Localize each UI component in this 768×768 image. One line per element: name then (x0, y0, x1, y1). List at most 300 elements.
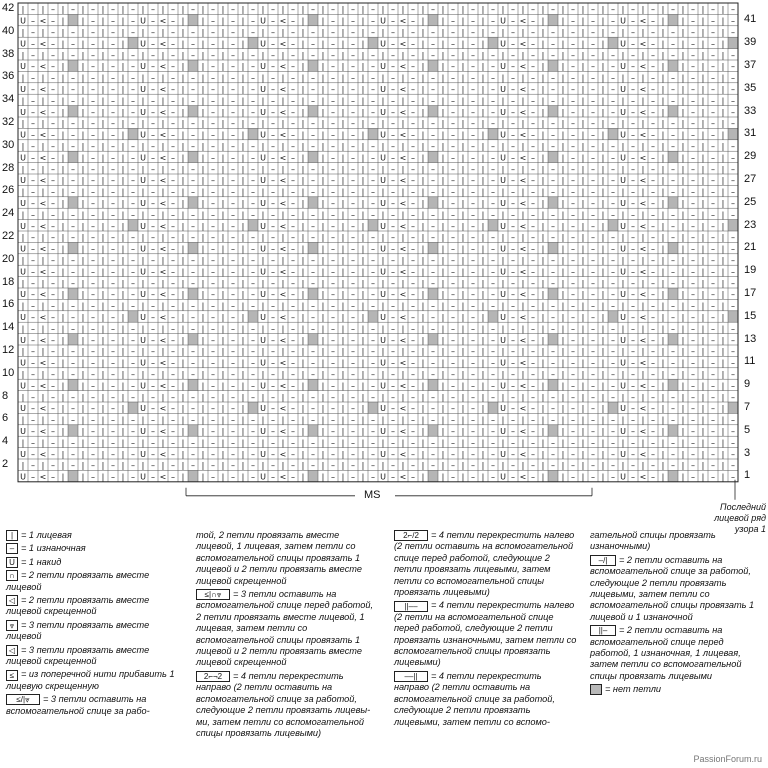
stitch-symbol: | (61, 119, 65, 129)
stitch-symbol: – (651, 404, 655, 414)
stitch-symbol: | (661, 313, 665, 322)
stitch-symbol: – (271, 96, 275, 106)
legend-column-4 (590, 530, 762, 698)
stitch-symbol: – (531, 62, 535, 72)
stitch-symbol: | (421, 438, 425, 448)
stitch-symbol: | (561, 347, 565, 357)
stitch-symbol: | (61, 244, 65, 254)
stitch-symbol: – (31, 244, 35, 254)
stitch-symbol: | (481, 16, 485, 26)
stitch-symbol: U (260, 85, 266, 94)
stitch-symbol: < (639, 153, 647, 163)
stitch-symbol: | (721, 472, 725, 482)
stitch-symbol: – (251, 415, 255, 425)
stitch-symbol: – (291, 335, 295, 345)
stitch-symbol: – (551, 96, 555, 106)
stitch-symbol: – (431, 313, 435, 322)
stitch-symbol: – (631, 449, 635, 459)
stitch-symbol: – (691, 370, 695, 379)
stitch-symbol: – (731, 62, 735, 72)
stitch-symbol: – (611, 256, 615, 265)
stitch-symbol: – (331, 119, 335, 129)
stitch-symbol: – (611, 164, 615, 174)
stitch-symbol: | (361, 256, 365, 265)
stitch-symbol: – (171, 278, 175, 288)
stitch-symbol: – (651, 187, 655, 197)
stitch-symbol: | (341, 256, 345, 265)
stitch-symbol: – (451, 472, 455, 482)
stitch-symbol: | (701, 290, 705, 300)
stitch-symbol: | (661, 164, 665, 174)
stitch-symbol: | (181, 50, 185, 60)
stitch-symbol: | (481, 153, 485, 163)
stitch-symbol: – (511, 39, 515, 49)
stitch-symbol: – (131, 290, 135, 300)
stitch-symbol: | (721, 5, 725, 15)
stitch-symbol: – (591, 176, 595, 186)
stitch-symbol: – (731, 244, 735, 254)
stitch-symbol: – (51, 50, 55, 60)
stitch-symbol: – (531, 221, 535, 231)
stitch-symbol: – (411, 130, 415, 140)
stitch-symbol: – (371, 256, 375, 265)
stitch-symbol: – (611, 233, 615, 243)
stitch-symbol: – (691, 347, 695, 357)
stitch-symbol: < (639, 358, 647, 368)
stitch-symbol: | (541, 153, 545, 163)
stitch-symbol: – (31, 324, 35, 334)
stitch-symbol: – (711, 324, 715, 334)
stitch-symbol: | (721, 62, 725, 72)
stitch-symbol: – (231, 107, 235, 117)
stitch-symbol: – (631, 164, 635, 174)
stitch-symbol: | (561, 392, 565, 402)
stitch-symbol: | (561, 153, 565, 163)
stitch-symbol: – (691, 153, 695, 163)
row-number-right: 23 (744, 218, 757, 231)
stitch-symbol: – (451, 438, 455, 448)
no-stitch-cell (128, 37, 138, 48)
stitch-symbol: – (351, 392, 355, 402)
stitch-symbol: – (151, 267, 155, 277)
stitch-symbol: – (391, 187, 395, 197)
stitch-symbol: | (61, 96, 65, 106)
stitch-symbol: | (401, 50, 405, 60)
stitch-symbol: | (341, 301, 345, 311)
stitch-symbol: – (511, 404, 515, 414)
stitch-symbol: – (611, 119, 615, 129)
stitch-symbol: – (311, 267, 315, 277)
stitch-symbol: – (251, 176, 255, 186)
stitch-symbol: – (431, 176, 435, 186)
stitch-symbol: < (399, 427, 407, 436)
stitch-symbol: | (581, 244, 585, 254)
stitch-symbol: | (421, 5, 425, 15)
stitch-symbol: – (191, 461, 195, 471)
stitch-symbol: – (491, 381, 495, 391)
stitch-symbol: – (731, 438, 735, 448)
stitch-symbol: | (501, 438, 505, 448)
stitch-symbol: – (571, 290, 575, 300)
stitch-symbol: | (421, 130, 425, 140)
stitch-symbol: – (171, 5, 175, 15)
legend-symbol-icon: 2⌐¬2 (196, 671, 230, 682)
stitch-symbol: – (51, 335, 55, 345)
stitch-symbol: | (481, 313, 485, 322)
stitch-symbol: – (391, 153, 395, 163)
stitch-symbol: | (61, 313, 65, 322)
stitch-symbol: – (411, 16, 415, 26)
stitch-symbol: – (511, 267, 515, 277)
stitch-symbol: – (631, 5, 635, 15)
stitch-symbol: | (561, 370, 565, 379)
stitch-symbol: | (681, 449, 685, 459)
stitch-symbol: – (571, 335, 575, 345)
stitch-symbol: | (561, 472, 565, 482)
stitch-symbol: | (241, 427, 245, 436)
stitch-symbol: | (581, 73, 585, 83)
stitch-symbol: | (661, 62, 665, 72)
stitch-symbol: – (411, 85, 415, 94)
stitch-symbol: – (211, 313, 215, 322)
stitch-symbol: | (721, 290, 725, 300)
stitch-symbol: < (159, 16, 167, 26)
stitch-symbol: – (671, 96, 675, 106)
stitch-symbol: | (201, 381, 205, 391)
stitch-symbol: | (241, 107, 245, 117)
stitch-symbol: | (321, 107, 325, 117)
stitch-symbol: | (181, 73, 185, 83)
stitch-symbol: < (399, 449, 407, 459)
stitch-symbol: – (291, 324, 295, 334)
stitch-symbol: – (511, 96, 515, 106)
stitch-symbol: – (691, 449, 695, 459)
stitch-symbol: U (140, 381, 146, 391)
stitch-symbol: | (341, 50, 345, 60)
stitch-symbol: – (271, 199, 275, 208)
stitch-symbol: | (481, 62, 485, 72)
stitch-symbol: – (591, 324, 595, 334)
stitch-symbol: – (411, 472, 415, 482)
stitch-symbol: < (279, 381, 287, 391)
stitch-symbol: – (231, 96, 235, 106)
stitch-symbol: | (361, 381, 365, 391)
stitch-symbol: | (701, 16, 705, 26)
stitch-symbol: | (461, 358, 465, 368)
stitch-symbol: – (531, 50, 535, 60)
stitch-symbol: – (311, 233, 315, 243)
stitch-symbol: – (711, 16, 715, 26)
stitch-symbol: – (171, 39, 175, 49)
no-stitch-cell (68, 379, 78, 390)
stitch-symbol: | (681, 210, 685, 220)
stitch-symbol: | (321, 221, 325, 231)
stitch-symbol: | (481, 199, 485, 208)
stitch-symbol: – (511, 381, 515, 391)
stitch-symbol: – (451, 85, 455, 94)
stitch-symbol: | (121, 313, 125, 322)
stitch-symbol: – (631, 153, 635, 163)
stitch-symbol: – (411, 28, 415, 37)
stitch-symbol: | (641, 50, 645, 60)
stitch-symbol: U (380, 107, 386, 117)
stitch-symbol: | (541, 96, 545, 106)
stitch-symbol: | (81, 438, 85, 448)
stitch-symbol: U (620, 176, 626, 186)
stitch-symbol: – (691, 324, 695, 334)
stitch-symbol: | (381, 256, 385, 265)
stitch-symbol: – (411, 221, 415, 231)
stitch-symbol: – (731, 50, 735, 60)
repeat-label: MS (364, 488, 381, 501)
stitch-symbol: | (241, 5, 245, 15)
stitch-symbol: U (500, 39, 506, 49)
stitch-symbol: | (421, 73, 425, 83)
stitch-symbol: – (291, 210, 295, 220)
no-stitch-cell (248, 402, 258, 413)
stitch-symbol: | (341, 347, 345, 357)
stitch-symbol: – (371, 50, 375, 60)
stitch-symbol: U (500, 449, 506, 459)
stitch-symbol: – (211, 347, 215, 357)
stitch-symbol: | (101, 438, 105, 448)
stitch-symbol: | (361, 313, 365, 322)
stitch-symbol: < (159, 176, 167, 186)
stitch-symbol: | (181, 358, 185, 368)
stitch-symbol: | (101, 221, 105, 231)
stitch-symbol: – (71, 28, 75, 37)
stitch-symbol: – (171, 164, 175, 174)
stitch-symbol: | (721, 370, 725, 379)
stitch-symbol: – (231, 187, 235, 197)
stitch-symbol: | (81, 39, 85, 49)
stitch-symbol: – (691, 187, 695, 197)
stitch-symbol: – (451, 244, 455, 254)
stitch-symbol: – (691, 28, 695, 37)
stitch-symbol: | (81, 449, 85, 459)
stitch-symbol: – (531, 290, 535, 300)
stitch-symbol: – (251, 278, 255, 288)
stitch-symbol: – (271, 153, 275, 163)
stitch-symbol: – (551, 221, 555, 231)
stitch-symbol: – (231, 244, 235, 254)
stitch-symbol: | (81, 301, 85, 311)
stitch-symbol: – (711, 142, 715, 151)
stitch-symbol: | (21, 119, 25, 129)
stitch-symbol: | (301, 256, 305, 265)
stitch-symbol: – (311, 370, 315, 379)
stitch-symbol: – (91, 415, 95, 425)
stitch-symbol: – (471, 472, 475, 482)
stitch-symbol: – (171, 233, 175, 243)
stitch-symbol: – (391, 96, 395, 106)
stitch-symbol: | (81, 130, 85, 140)
stitch-symbol: – (671, 278, 675, 288)
stitch-symbol: – (131, 381, 135, 391)
stitch-symbol: – (91, 472, 95, 482)
stitch-symbol: | (561, 62, 565, 72)
stitch-symbol: | (581, 96, 585, 106)
stitch-symbol: – (471, 210, 475, 220)
stitch-symbol: – (451, 381, 455, 391)
stitch-symbol: U (500, 16, 506, 26)
stitch-symbol: | (121, 404, 125, 414)
stitch-symbol: | (401, 119, 405, 129)
stitch-symbol: | (181, 153, 185, 163)
stitch-symbol: – (551, 313, 555, 322)
stitch-symbol: – (31, 370, 35, 379)
legend-symbol-icon: ◁ (6, 645, 18, 656)
stitch-symbol: | (161, 347, 165, 357)
stitch-symbol: | (141, 256, 145, 265)
stitch-symbol: | (721, 50, 725, 60)
no-stitch-cell (548, 151, 558, 162)
stitch-symbol: | (341, 370, 345, 379)
stitch-symbol: – (211, 50, 215, 60)
stitch-symbol: – (331, 438, 335, 448)
stitch-symbol: – (631, 324, 635, 334)
stitch-symbol: | (641, 324, 645, 334)
stitch-symbol: | (221, 187, 225, 197)
stitch-symbol: – (711, 267, 715, 277)
stitch-symbol: | (221, 392, 225, 402)
stitch-symbol: | (321, 313, 325, 322)
stitch-symbol: | (81, 313, 85, 322)
stitch-symbol: – (591, 221, 595, 231)
stitch-symbol: | (341, 427, 345, 436)
stitch-symbol: – (231, 5, 235, 15)
stitch-symbol: – (711, 244, 715, 254)
stitch-symbol: | (361, 449, 365, 459)
stitch-symbol: – (51, 233, 55, 243)
stitch-symbol: U (500, 107, 506, 117)
stitch-symbol: | (441, 130, 445, 140)
stitch-symbol: | (601, 142, 605, 151)
stitch-symbol: – (591, 164, 595, 174)
row-number-right: 11 (744, 355, 756, 368)
no-stitch-cell (308, 379, 318, 390)
stitch-symbol: | (81, 153, 85, 163)
stitch-symbol: | (461, 73, 465, 83)
stitch-symbol: < (279, 472, 287, 482)
stitch-symbol: | (81, 164, 85, 174)
stitch-symbol: – (511, 427, 515, 436)
no-stitch-cell (308, 197, 318, 208)
stitch-symbol: | (121, 290, 125, 300)
stitch-symbol: – (391, 427, 395, 436)
stitch-symbol: – (171, 392, 175, 402)
stitch-symbol: – (51, 130, 55, 140)
stitch-symbol: | (81, 392, 85, 402)
stitch-symbol: – (91, 438, 95, 448)
stitch-symbol: | (201, 28, 205, 37)
stitch-symbol: – (211, 107, 215, 117)
stitch-symbol: | (581, 415, 585, 425)
stitch-symbol: | (321, 324, 325, 334)
no-stitch-cell (668, 60, 678, 71)
stitch-symbol: – (491, 392, 495, 402)
stitch-symbol: – (51, 290, 55, 300)
stitch-symbol: – (91, 16, 95, 26)
stitch-symbol: | (361, 290, 365, 300)
stitch-symbol: U (500, 290, 506, 300)
row-number-right: 29 (744, 150, 757, 163)
stitch-symbol: – (291, 187, 295, 197)
stitch-symbol: – (451, 142, 455, 151)
stitch-symbol: U (20, 221, 26, 231)
stitch-symbol: | (301, 290, 305, 300)
stitch-symbol: | (421, 427, 425, 436)
stitch-symbol: | (701, 404, 705, 414)
stitch-symbol: – (491, 16, 495, 26)
stitch-symbol: – (251, 324, 255, 334)
stitch-symbol: – (331, 381, 335, 391)
stitch-symbol: | (661, 50, 665, 60)
stitch-symbol: | (521, 324, 525, 334)
stitch-symbol: – (351, 85, 355, 94)
stitch-symbol: – (451, 221, 455, 231)
stitch-symbol: | (121, 244, 125, 254)
stitch-symbol: | (461, 427, 465, 436)
stitch-symbol: – (331, 415, 335, 425)
stitch-symbol: | (361, 392, 365, 402)
stitch-symbol: | (161, 50, 165, 60)
stitch-symbol: – (311, 358, 315, 368)
stitch-symbol: | (221, 107, 225, 117)
stitch-symbol: – (31, 415, 35, 425)
stitch-symbol: – (151, 16, 155, 26)
stitch-symbol: | (721, 164, 725, 174)
stitch-symbol: – (671, 347, 675, 357)
stitch-symbol: < (279, 16, 287, 26)
stitch-symbol: | (21, 210, 25, 220)
stitch-symbol: – (391, 244, 395, 254)
stitch-symbol: – (711, 290, 715, 300)
no-stitch-cell (728, 128, 738, 139)
stitch-symbol: – (631, 107, 635, 117)
row-number-right: 35 (744, 81, 757, 94)
stitch-symbol: – (391, 472, 395, 482)
stitch-symbol: | (201, 210, 205, 220)
stitch-symbol: | (421, 358, 425, 368)
stitch-symbol: < (399, 358, 407, 368)
stitch-symbol: | (601, 256, 605, 265)
stitch-symbol: – (31, 427, 35, 436)
stitch-symbol: – (251, 267, 255, 277)
no-stitch-cell (608, 128, 618, 139)
stitch-symbol: – (571, 324, 575, 334)
stitch-symbol: | (441, 62, 445, 72)
stitch-symbol: | (181, 427, 185, 436)
stitch-symbol: | (441, 187, 445, 197)
stitch-symbol: – (211, 324, 215, 334)
stitch-symbol: | (361, 16, 365, 26)
stitch-symbol: | (641, 278, 645, 288)
stitch-symbol: – (591, 381, 595, 391)
stitch-symbol: | (541, 267, 545, 277)
stitch-symbol: – (191, 96, 195, 106)
no-stitch-cell (428, 151, 438, 162)
stitch-symbol: < (159, 199, 167, 208)
stitch-symbol: – (511, 324, 515, 334)
stitch-symbol: | (281, 50, 285, 60)
stitch-symbol: | (461, 335, 465, 345)
stitch-symbol: | (81, 461, 85, 471)
stitch-symbol: – (351, 427, 355, 436)
stitch-symbol: | (41, 461, 45, 471)
stitch-symbol: | (561, 130, 565, 140)
stitch-symbol: | (641, 28, 645, 37)
